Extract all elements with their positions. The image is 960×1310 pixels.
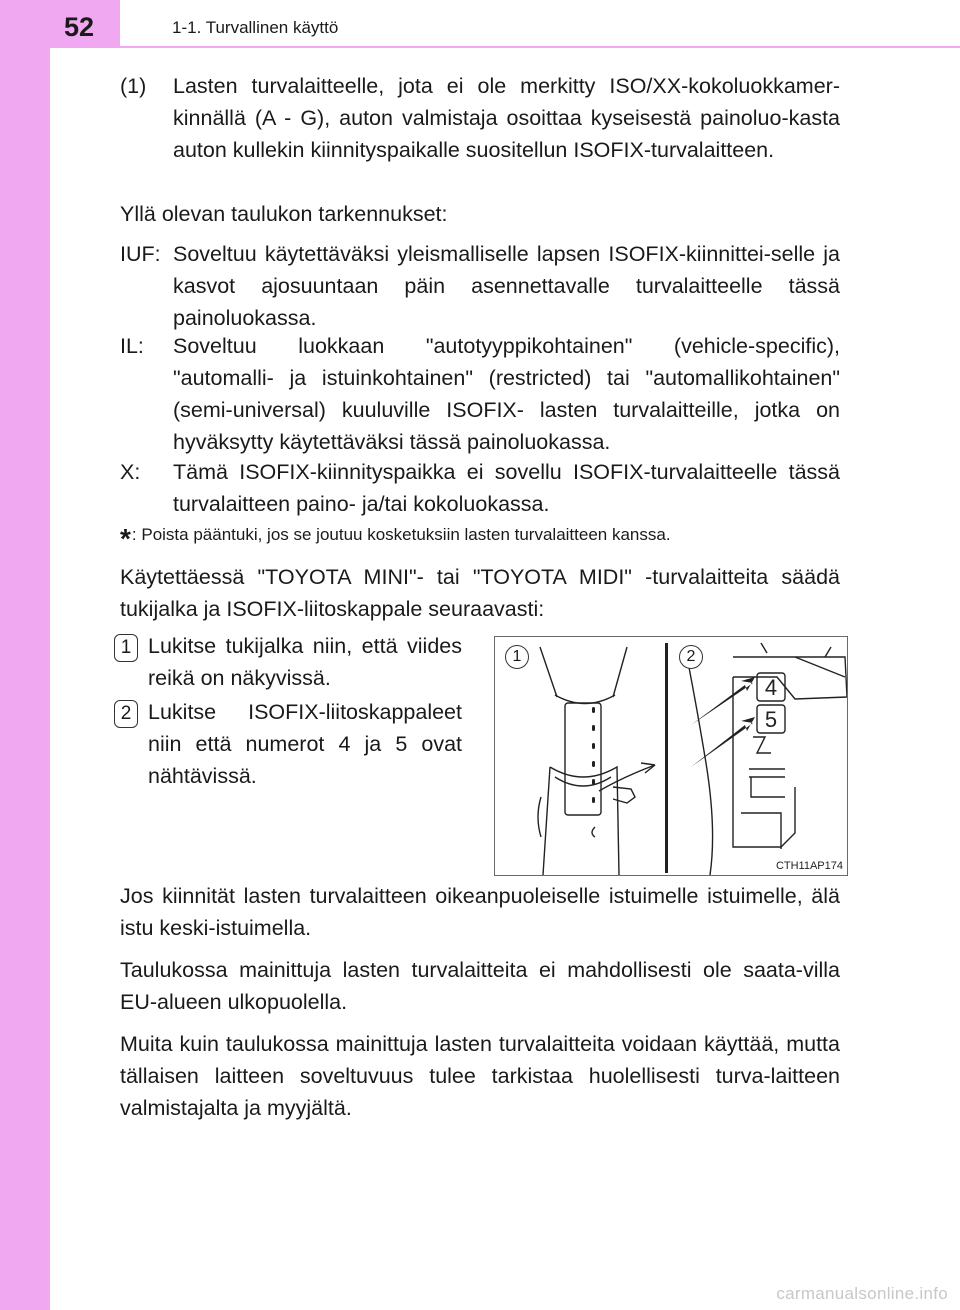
figure-callout-2: 2 [679,645,703,669]
headrest-note-text: : Poista pääntuki, jos se joutuu kosketuksiin lasten turvalaitteen kanssa. [131,525,671,544]
isofix-drawing [495,637,847,875]
definition-iuf [120,238,840,338]
definition-x [120,456,840,522]
step-2-text: Lukitse ISOFIX-liitoskappaleet niin että numerot 4 ja 5 ovat nähtävissä. [148,700,462,788]
figure-number-5: 5 [764,707,778,732]
paragraph-eu-availability: Taulukossa mainittuja lasten turvalaitteita ei mahdollisesti ole saata-villa EU-alueen ulkopuolella. [120,958,840,1014]
definition-text: Soveltuu käytettäväksi yleismalliselle lapsen ISOFIX-kiinnittei-selle ja kasvot ajosuuntaan päin asennettavalle turvalaitteelle tässä painoluokassa. [173,242,840,330]
definition-text: Tämä ISOFIX-kiinnityspaikka ei sovellu ISOFIX-turvalaitteelle tässä turvalaitteen paino- ja/tai kokoluokassa. [173,460,840,516]
definition-text: Soveltuu luokkaan "autotyyppikohtainen" (vehicle-specific), "automalli- ja istuinkohtainen" (restricted) tai "automallikohtainen" (semi-universal) kuuluville ISOFIX- lasten turvalaitteille, jotka on hyväksytty käytettäväksi tässä painoluokassa. [173,334,840,454]
isofix-illustration [494,636,848,876]
table-notes-intro: Yllä olevan taulukon tarkennukset: [120,202,448,226]
figure-number-4: 4 [764,675,778,700]
page-number-box [0,0,120,48]
footnote-1-text: Lasten turvalaitteelle, jota ei ole merkitty ISO/XX-kokoluokkamer-kinnällä (A - G), auton valmistaja osoittaa kyseisestä painoluo-kasta auton kullekin kiinnityspaikalle suositellun ISOFIX-turvalaitteen. [173,74,840,162]
step-1-text: Lukitse tukijalka niin, että viides reikä on näkyvissä. [148,634,462,690]
section-title: 1-1. Turvallinen käyttö [172,18,339,37]
definition-label: IUF: [120,242,161,266]
paragraph-right-seat: Jos kiinnität lasten turvalaitteen oikeanpuoleiselle istuimelle istuimelle, älä istu keski-istuimella. [120,884,840,940]
header-rule [120,46,960,48]
page-number: 52 [64,12,95,42]
step-1-badge: 1 [114,634,138,662]
figure-callout-1: 1 [505,645,529,669]
step-2-badge: 2 [114,700,138,728]
footnote-1-label: (1) [120,74,147,98]
definition-label: IL: [120,334,144,358]
page-header [0,0,960,48]
figure-code: CTH11AP174 [775,860,843,872]
headrest-note [120,522,671,552]
watermark: carmanualsonline.info [776,1284,948,1303]
definition-label: X: [120,460,141,484]
toyota-intro: Käytettäessä "TOYOTA MINI"- tai "TOYOTA MIDI" -turvalaitteita säädä tukijalka ja ISOFIX-liitoskappale seuraavasti: [120,565,840,621]
paragraph-other-devices: Muita kuin taulukossa mainittuja lasten turvalaitteita voidaan käyttää, mutta tällaisen laitteen soveltuvuus tulee tarkistaa huolellisesti turva-laitteen valmistajalta ja myyjältä. [120,1032,840,1120]
asterisk-symbol: * [120,523,131,554]
footnote-1 [120,70,840,200]
side-accent-bar [0,0,50,1310]
definition-il [120,330,840,460]
